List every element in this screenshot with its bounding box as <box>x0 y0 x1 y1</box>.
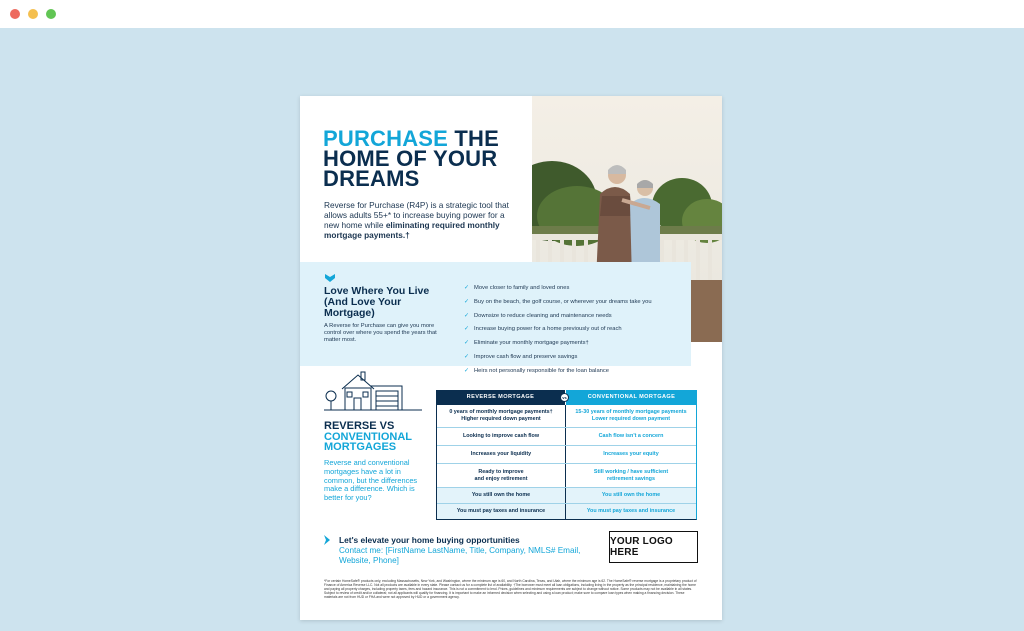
close-window-button[interactable] <box>10 9 20 19</box>
check-icon: ✓ <box>464 340 470 347</box>
conventional-cell: Still working / have sufficient retirement savings <box>593 468 669 482</box>
flyer-page <box>300 96 722 620</box>
rvc-title-line2: CONVENTIONAL MORTGAGES <box>324 430 412 453</box>
heart-icon <box>325 274 335 282</box>
conventional-mortgage-header: CONVENTIONAL MORTGAGE <box>566 390 697 405</box>
page-title <box>323 126 533 191</box>
conventional-cell: 15-30 years of monthly mortgage payments Lower required down payment <box>575 409 687 422</box>
benefit-label: Heirs not personally responsible for the loan balance <box>474 367 610 374</box>
table-row <box>437 405 696 427</box>
reverse-mortgage-header: REVERSE MORTGAGE <box>436 390 565 405</box>
table-row <box>437 487 696 503</box>
reverse-cell: You must pay taxes and insurance <box>437 504 566 519</box>
rvc-title <box>324 421 444 453</box>
benefit-label: Increase buying power for a home previously out of reach <box>474 326 622 333</box>
table-row <box>437 503 696 519</box>
intro-bold: eliminating required monthly mortgage payments.† <box>324 220 500 240</box>
contact-info: Contact me: [FirstName LastName, Title, Company, NMLS# Email, Website, Phone] <box>339 546 581 565</box>
reverse-cell: Increases your liquidity <box>437 446 566 463</box>
benefit-label: Improve cash flow and preserve savings <box>474 353 578 360</box>
chevron-right-icon <box>324 535 330 545</box>
table-row <box>437 463 696 487</box>
vs-badge: vs <box>560 393 569 402</box>
love-title: Love Where You Live (And Love Your Mortgage) <box>324 285 430 319</box>
check-icon: ✓ <box>464 353 470 360</box>
logo-placeholder: YOUR LOGO HERE <box>609 531 698 563</box>
cta-title: Let's elevate your home buying opportunities <box>339 535 520 545</box>
check-icon: ✓ <box>464 298 470 305</box>
house-icon <box>324 369 422 412</box>
list-item <box>464 340 692 354</box>
reverse-cell: Looking to improve cash flow <box>437 428 566 445</box>
table-row <box>437 445 696 463</box>
check-icon: ✓ <box>464 312 470 319</box>
zoom-window-button[interactable] <box>46 9 56 19</box>
document-canvas[interactable] <box>0 28 1024 631</box>
title-accent: PURCHASE <box>323 126 449 151</box>
list-item <box>464 368 692 382</box>
check-icon: ✓ <box>464 326 470 333</box>
list-item <box>464 354 692 368</box>
conventional-cell: Increases your equity <box>603 451 659 458</box>
benefit-label: Move closer to family and loved ones <box>474 285 570 291</box>
rvc-description: Reverse and conventional mortgages have a lot in common, but the differences make a difference. Which is better for you? <box>324 458 418 503</box>
table-body <box>436 405 697 520</box>
list-item <box>464 326 692 340</box>
rvc-title-line1: REVERSE VS <box>324 420 395 432</box>
window-titlebar <box>0 0 1024 28</box>
conventional-cell: Cash flow isn't a concern <box>598 433 664 440</box>
check-icon: ✓ <box>464 285 470 291</box>
benefit-label: Buy on the beach, the golf course, or wherever your dreams take you <box>474 298 652 305</box>
benefit-label: Eliminate your monthly mortgage payments† <box>474 340 589 347</box>
intro-plain: Reverse for Purchase (R4P) is a strategic tool that allows adults 55+* to increase buying power for a new home while <box>324 200 509 230</box>
conventional-cell: You must pay taxes and insurance <box>586 508 676 515</box>
title-rest: THE HOME OF YOUR DREAMS <box>323 126 499 191</box>
benefits-list <box>464 285 692 382</box>
list-item <box>464 313 692 327</box>
love-description: A Reverse for Purchase can give you more control over where you spend the years that matter most. <box>324 323 437 343</box>
benefit-label: Downsize to reduce cleaning and maintenance needs <box>474 312 612 319</box>
reverse-cell: 0 years of monthly mortgage payments† Higher required down payment <box>437 405 566 427</box>
reverse-cell: You still own the home <box>437 488 566 503</box>
intro-paragraph <box>324 200 520 240</box>
reverse-cell: Ready to improve and enjoy retirement <box>437 464 566 487</box>
conventional-cell: You still own the home <box>601 492 661 499</box>
disclaimer-footnote: *For certain HomeSafe® products only, excluding Massachusetts, New York, and Washington, where the minimum age is 60, and North Carolina, Texas, and Utah, where the minimum age is 62. The HomeSafe® reverse mortgage is a proprietary product of Finance of America Reverse LLC. Not all products are available in every state. Please contact us for a complete list of availability. †The borrower must meet all loan obligations, including living in the property as the principal residence, maintaining the home and paying all property charges, including property taxes, fees and hazard insurance. This is not a commitment to lend. Prices, guidelines and minimum requirements are subject to change without notice. Some products may not be available in all states. Subject to review of credit and/or collateral; not all applicants will qualify for financing. It is important to make an informed decision when selecting and using a loan product; make sure to compare loan types when making a financing decision. These materials are not from HUD or FHA and were not approved by HUD or a government agency. <box>324 579 697 599</box>
check-icon: ✓ <box>464 367 470 374</box>
minimize-window-button[interactable] <box>28 9 38 19</box>
list-item <box>464 285 692 299</box>
list-item <box>464 299 692 313</box>
table-row <box>437 427 696 445</box>
